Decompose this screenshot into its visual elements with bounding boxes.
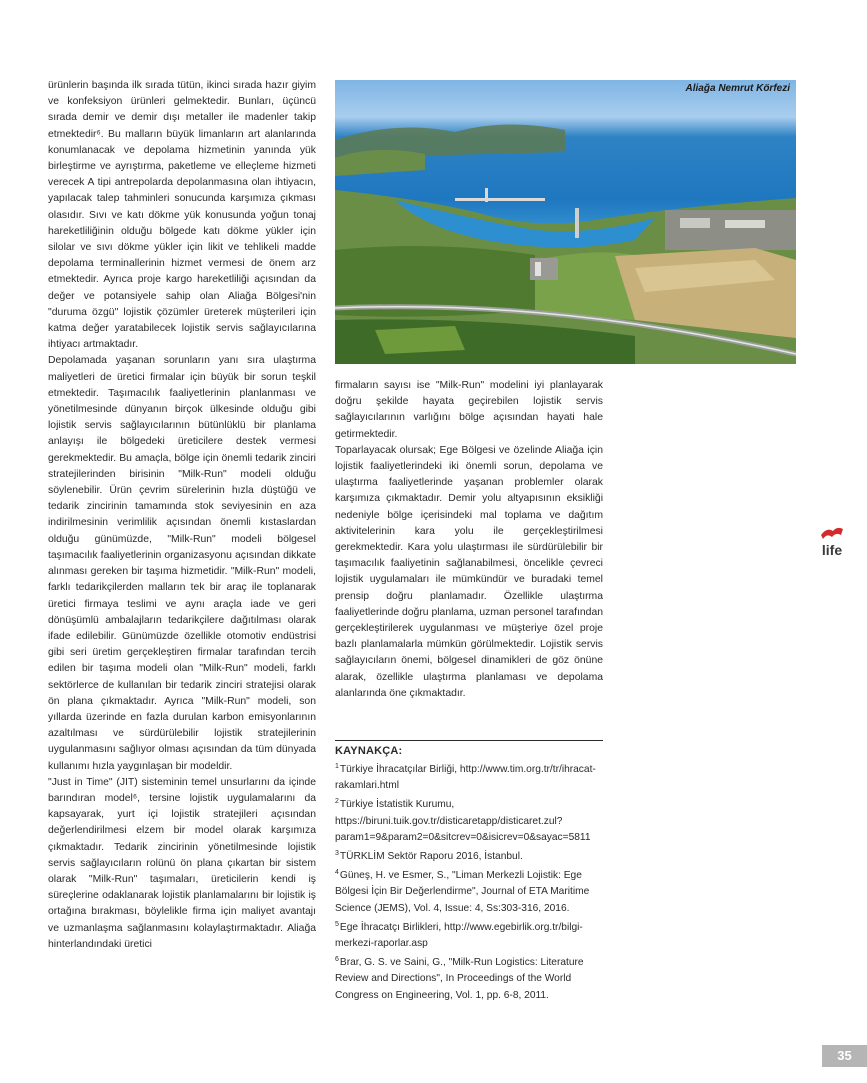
page-number: 35	[822, 1045, 867, 1067]
left-text-column	[48, 78, 316, 1038]
paragraph: ürünlerin başında ilk sırada tütün, ikinci sırada hazır giyim ve konfeksiyon ürünleri gelmektedir. Bunları, üçüncü sırada demir ve demir dışı metaller ile madenler takip etmektedir⁶. Bu malların büyük limanların art alanlarında konumlanacak ve depolama hizmetinin yanında yük birleştirme ve ayrıştırma, paketleme ve elleçleme hizmeti verecek A tipi antrepolarda depolanmasına olan ihtiyacın, yapılacak talep tahminleri sonucunda karşımıza çıkması olasıdır. Sıvı ve katı dökme yük konusunda yoğun tonaj hareketliliğinin olduğu bölgede katı dökme yükler için silolar ve sıvı dökme yükler için likit ve tehlikeli madde depolama terminallerinin hizmet vermesi de önem arz etmektedir. Ayrıca proje kargo hareketliliği açısından da değer ve potansiyele sahip olan Aliağa Bölgesi'nin "duruma özgü" lojistik çözümler üreterek müşterileri için katma değer yaratabilecek lojistik servis sağlayıcılarına ihtiyacı artmaktadır.	[48, 80, 316, 351]
landscape-illustration	[335, 80, 796, 364]
aerial-photo-aliaga-bay	[335, 80, 796, 364]
reference-item: $^6$Brar, G. S. ve Saini, G., "Milk-Run Logistics: Literature Review and Directions", In Proceedings of the World Congress on Engineering, Vol. 1, pp. 6-8, 2011.	[335, 956, 584, 1001]
life-logo-icon	[819, 525, 845, 559]
reference-item: $^3$TÜRKLİM Sektör Raporu 2016, İstanbul.	[335, 850, 523, 863]
svg-text:life: life	[821, 542, 843, 558]
paragraph: Toparlayacak olursak; Ege Bölgesi ve özelinde Aliağa için lojistik faaliyetlerindeki iki önemli sorun, depolama ve ulaştırma faaliyetlerinde yaşanan problemler olarak karşımıza çıkmaktadır. Demir yolu altyapısının eksikliği nedeniyle bölge içerisindeki mal toplama ve dağıtım aktivitelerinin kara yolu ile gerçekleştirilmesi gerekmektedir. Kara yolu ulaştırması ile sürdürülebilir bir taşımacılık faaliyetinin sağlanabilmesi, öncelikle çevreci lojistik uygulamaları ile mümkündür ve buradaki temel prensip doğru planlamadır. Özellikle ulaştırma faaliyetlerinde doğru planlama, uzman personel tarafından gerçekleştirilerek uygulanması ve müşteriye özel proje bazlı planlamalarla mümkün görülmektedir. Lojistik servis sağlayıcıların önemi, bölgesel dinamikleri de göz önüne alarak, özellikle ulaştırma planlaması ve depolama alanlarında öne çıkmaktadır.	[335, 444, 603, 699]
reference-item: $^2$Türkiye İstatistik Kurumu, https://biruni.tuik.gov.tr/disticaretapp/disticaret.zul?param1=9&param2=0&sitcrev=0&isicrev=0&sayac=5811	[335, 798, 591, 843]
paragraph: firmaların sayısı ise "Milk-Run" modelini iyi planlayarak doğru şekilde hayata geçirebilen lojistik servis sağlayıcılarının varlığını bölge açısından hayati hale getirmektedir.	[335, 380, 603, 440]
paragraph: Depolamada yaşanan sorunların yanı sıra ulaştırma maliyetleri de üretici firmalar için büyük bir sorun teşkil etmektedir. Taşımacılık faaliyetlerinin planlanması ve yönetilmesinde dünyanın birçok ülkesinde olduğu gibi lojistik servis sağlayıcılarının bütünlüklü bir planlama anlayışı ile bölgedeki üreticilere destek vermesi gerekmektedir. Bu amaçla, bölge için önemli tedarik zinciri stratejilerinden birisinin "Milk-Run" modeli olduğu söylenebilir. Ürün çevrim sürelerinin hızla düştüğü ve tedarik zincirinin tamamında stok seviyesinin en aza indirilmesinin verimlilik açısından önemli kıstaslardan olduğu günümüzde, "Milk-Run" modeli bölgesel taşımacılık faaliyetlerinin organizasyonu açısından dikkate alınması gereken bir taşıma hizmetidir. "Milk-Run" modeli, farklı tedarikçilerden malların tek bir araç ile toplanarak üretici firmaya teslimi ve aynı araçla iade ve geri dönüşümlü ambalajların tedarikçilere dağıtılması olarak ifade edilebilir. Günümüzde özellikle otomotiv endüstrisi gibi seri üretim gerçekleştiren firmalar tarafından tercih edilen bir taşıma modeli olan "Milk-Run" modeli, farklı sektörlerce de kullanılan bir tedarik zinciri stratejisi olarak ön plana çıkmaktadır. Ayrıca "Milk-Run" modeli, son yıllarda üzerinde en fazla durulan karbon emisyonlarının azaltılması ve sürdürülebilir lojistik stratejilerinin uygulanmasını sağlıyor olması açısından da tüm dünyada kullanımı hızla yaygınlaşan bir modeldir.	[48, 355, 316, 772]
reference-item: $^4$Güneş, H. ve Esmer, S., "Liman Merkezli Lojistik: Ege Bölgesi İçin Bir Değerlendirme", Journal of ETA Maritime Science (JEMS), Vol. 4, Issue: 4, Ss:303-316, 2016.	[335, 869, 590, 914]
divider	[335, 740, 603, 741]
reference-item: $^1$Türkiye İhracatçılar Birliği, http://www.tim.org.tr/tr/ihracat-rakamlari.html	[335, 763, 596, 792]
reference-item: $^5$Ege İhracatçı Birlikleri, http://www.egebirlik.org.tr/bilgi-merkezi-raporlar.asp	[335, 920, 583, 950]
references-heading: KAYNAKÇA:	[335, 745, 403, 757]
photo-caption: Aliağa Nemrut Körfezi	[685, 83, 790, 94]
paragraph: "Just in Time" (JIT) sisteminin temel unsurlarını da içinde barındıran model⁶, tersine lojistik uygulamalarını da kapsayarak, yurt içi lojistik stratejileri açısından değerlendirilmesi elzem bir model olarak karşımıza çıkmaktadır. Tedarik zincirinin yönetilmesinde lojistik servis sağlayıcıların rolünü ön plana çıkartan bir sistem olarak "Milk-Run" taşımaları, üreticilerin kendi iş süreçlerine odaklanarak lojistik planlamalarını bir lojistik iş ortağına bırakması, böylelikle firma için maliyet avantajı ve uzmanlaşma sağlanmasını kolaylaştırmaktadır. Aliağa hinterlandındaki üretici	[48, 776, 316, 950]
references-section	[335, 740, 603, 1004]
right-text-column	[335, 378, 603, 730]
